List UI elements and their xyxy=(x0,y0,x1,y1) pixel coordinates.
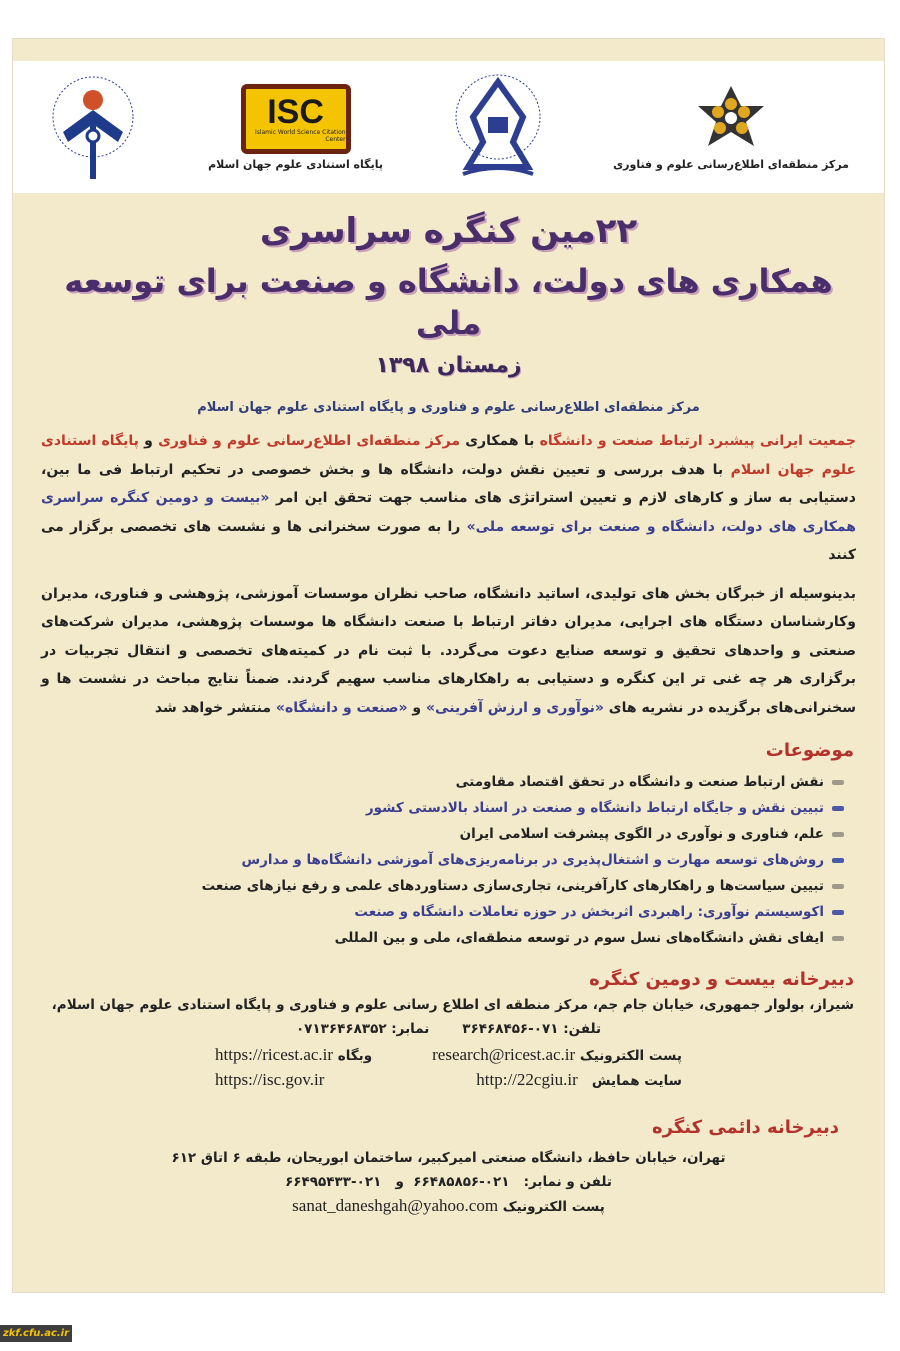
topics-list xyxy=(43,769,844,951)
isc-logo xyxy=(208,84,383,171)
topic-text: ایفای نقش دانشگاه‌های نسل سوم در توسعه منطقه‌ای، ملی و بین المللی xyxy=(334,930,824,947)
bullet-icon xyxy=(832,936,844,941)
intro-segment: جمعیت ایرانی پیشبرد ارتباط صنعت و دانشگاه xyxy=(539,433,857,450)
secretariat-web-2 xyxy=(215,1068,372,1093)
intro-segment: با هدف بررسی و تعیین نقش دولت، دانشگاه ها و بخش خصوصی در تحکیم ارتباط فی ما بین، دستیابی به ساز و کارهای لازم و تعیین استراتژی های مناسب جهت تحقق این امر xyxy=(41,461,856,507)
title-line-2: همکاری های دولت، دانشگاه و صنعت برای توسعه ملی xyxy=(64,262,833,342)
web-link-isc[interactable]: https://isc.gov.ir xyxy=(215,1069,325,1089)
intro-segment: را به صورت سخنرانی ها و نشست های تخصصی برگزار می کنند xyxy=(41,518,856,564)
topic-text: علم، فناوری و نوآوری در الگوی پیشرفت اسلامی ایران xyxy=(459,826,824,843)
permanent-heading: دبیرخانه دائمی کنگره xyxy=(651,1116,839,1138)
permanent-address: تهران، خیابان حافظ، دانشگاه صنعتی امیرکبیر، ساختمان ابوریحان، طبقه ۶ اتاق ۶۱۲ xyxy=(171,1149,726,1166)
intro-segment: و xyxy=(138,433,159,450)
email-link[interactable]: research@ricest.ac.ir xyxy=(432,1044,576,1064)
intro-segment: «بیست و دومین کنگره سراسری همکاری های دولت، دانشگاه و صنعت برای توسعه ملی» xyxy=(41,490,856,535)
secretariat-address: شیراز، بولوار جمهوری، خیابان جام جم، مرکز منطقه ای اطلاع رسانی علوم و فناوری و پایگاه استنادی علوم جهان اسلام، xyxy=(51,996,854,1013)
secretariat-web: وبگاه https://ricest.ac.ir xyxy=(215,1044,373,1064)
topic-item xyxy=(43,795,844,821)
topic-item xyxy=(43,925,844,951)
email-link[interactable]: sanat_daneshgah@yahoo.com xyxy=(292,1195,499,1215)
star-flower-icon xyxy=(696,84,766,154)
topics-heading: موضوعات xyxy=(765,740,854,762)
isc-caption: پایگاه استنادی علوم جهان اسلام xyxy=(208,157,383,171)
organizers: مرکز منطقه‌ای اطلاع‌رسانی علوم و فناوری و پایگاه استنادی علوم جهان اسلام xyxy=(197,399,700,415)
intro-segment: پایگاه استنادی علوم جهان اسلام xyxy=(41,433,857,478)
congress-poster xyxy=(12,38,885,1293)
intro-segment: با همکاری xyxy=(460,433,540,450)
body-segment: «صنعت و دانشگاه» xyxy=(275,699,408,716)
phone-number: ۰۷۱-۳۶۴۶۸۴۵۶ xyxy=(462,1020,559,1037)
site-link[interactable]: http://22cgiu.ir xyxy=(476,1069,578,1089)
watermark: zkf.cfu.ac.ir xyxy=(0,1325,72,1342)
society-logo xyxy=(48,72,138,182)
topic-text: روش‌های توسعه مهارت و اشتغال‌پذیری در برنامه‌ریزی‌های آموزشی دانشگاه‌ها و مدارس xyxy=(241,852,824,869)
logo-band xyxy=(13,61,884,193)
topic-item xyxy=(43,873,844,899)
secretariat-email: پست الکترونیک research@ricest.ac.ir xyxy=(432,1044,682,1064)
isc-subtitle: Islamic World Science Citation Center xyxy=(254,128,346,143)
fax-number: ۰۷۱۳۶۴۶۸۳۵۲ xyxy=(295,1020,387,1037)
invitation-paragraph xyxy=(41,580,856,723)
topic-item xyxy=(43,821,844,847)
title-line-1: ۲۲مین کنگره سراسری xyxy=(259,211,638,251)
body-segment: بدینوسیله از خبرگان بخش های تولیدی، اساتید دانشگاه، صاحب نظران موسسات آموزشی، پژوهشی و فناوری، مدیران وکارشناسان دستگاه های اجرایی، مدیران دفاتر ارتباط با صنعت دانشگاه ها موسسات پژوهشی، مدیران شرکت‌های صنعتی و واحدهای تحقیق و توسعه صنایع دعوت می‌گردد. با ثبت نام در کمیته‌های تخصصی و انتقال تجربیات در برگزاری هر چه غنی تر این کنگره و دستیابی به راهکارهای مناسب سهیم گردند. ضمناً نتایج مباحث در نشست ها و سخنرانی‌های برگزیده در نشریه های xyxy=(41,585,856,716)
secretariat-site: سایت همایش http://22cgiu.ir xyxy=(476,1069,682,1089)
topic-item xyxy=(43,899,844,925)
title-date: زمستان ۱۳۹۸ xyxy=(375,353,522,379)
topic-text: تبیین نقش و جایگاه ارتباط دانشگاه و صنعت در اسناد بالادستی کشور xyxy=(365,800,824,817)
secretariat-heading: دبیرخانه بیست و دومین کنگره xyxy=(589,969,854,991)
topic-item xyxy=(43,847,844,873)
intro-segment: مرکز منطقه‌ای اطلاع‌رسانی علوم و فناوری xyxy=(158,433,461,450)
intro-paragraph xyxy=(41,427,856,570)
bullet-icon xyxy=(832,858,844,863)
permanent-phones: تلفن و نمابر: ۰۲۱-۶۶۴۸۵۸۵۶ و ۰۲۱-۶۶۴۹۵۴۳۳ xyxy=(285,1173,612,1190)
topic-text: نقش ارتباط صنعت و دانشگاه در تحقق اقتصاد مقاومتی xyxy=(455,774,824,791)
web-link-ricest[interactable]: https://ricest.ac.ir xyxy=(215,1044,334,1064)
congress-emblem-icon xyxy=(453,72,543,182)
body-segment: و xyxy=(407,699,427,716)
body-segment: منتشر خواهد شد xyxy=(154,699,276,716)
bullet-icon xyxy=(832,884,844,889)
topic-text: تبیین سیاست‌ها و راهکارهای کارآفرینی، تجاری‌سازی دستاوردهای علمی و رفع نیازهای صنعت xyxy=(201,878,824,895)
secretariat-phones: تلفن: ۰۷۱-۳۶۴۶۸۴۵۶ نمابر: ۰۷۱۳۶۴۶۸۳۵۲ xyxy=(295,1020,602,1037)
permanent-email: پست الکترونیک sanat_daneshgah@yahoo.com xyxy=(292,1195,605,1215)
congress-logo xyxy=(453,72,543,182)
bullet-icon xyxy=(832,910,844,915)
bullet-icon xyxy=(832,832,844,837)
ricest-caption: مرکز منطقه‌ای اطلاع‌رسانی علوم و فناوری xyxy=(613,157,849,171)
key-emblem-icon xyxy=(48,72,138,182)
secretariat-contacts xyxy=(43,1043,854,1093)
isc-mark: ISC xyxy=(267,92,324,131)
body-segment: «نوآوری و ارزش آفرینی» xyxy=(426,699,604,716)
bullet-icon xyxy=(832,806,844,811)
ricest-logo xyxy=(613,84,849,171)
topic-item xyxy=(43,769,844,795)
topic-text: اکوسیستم نوآوری: راهبردی اثربخش در حوزه تعاملات دانشگاه و صنعت xyxy=(354,904,824,921)
bullet-icon xyxy=(832,780,844,785)
